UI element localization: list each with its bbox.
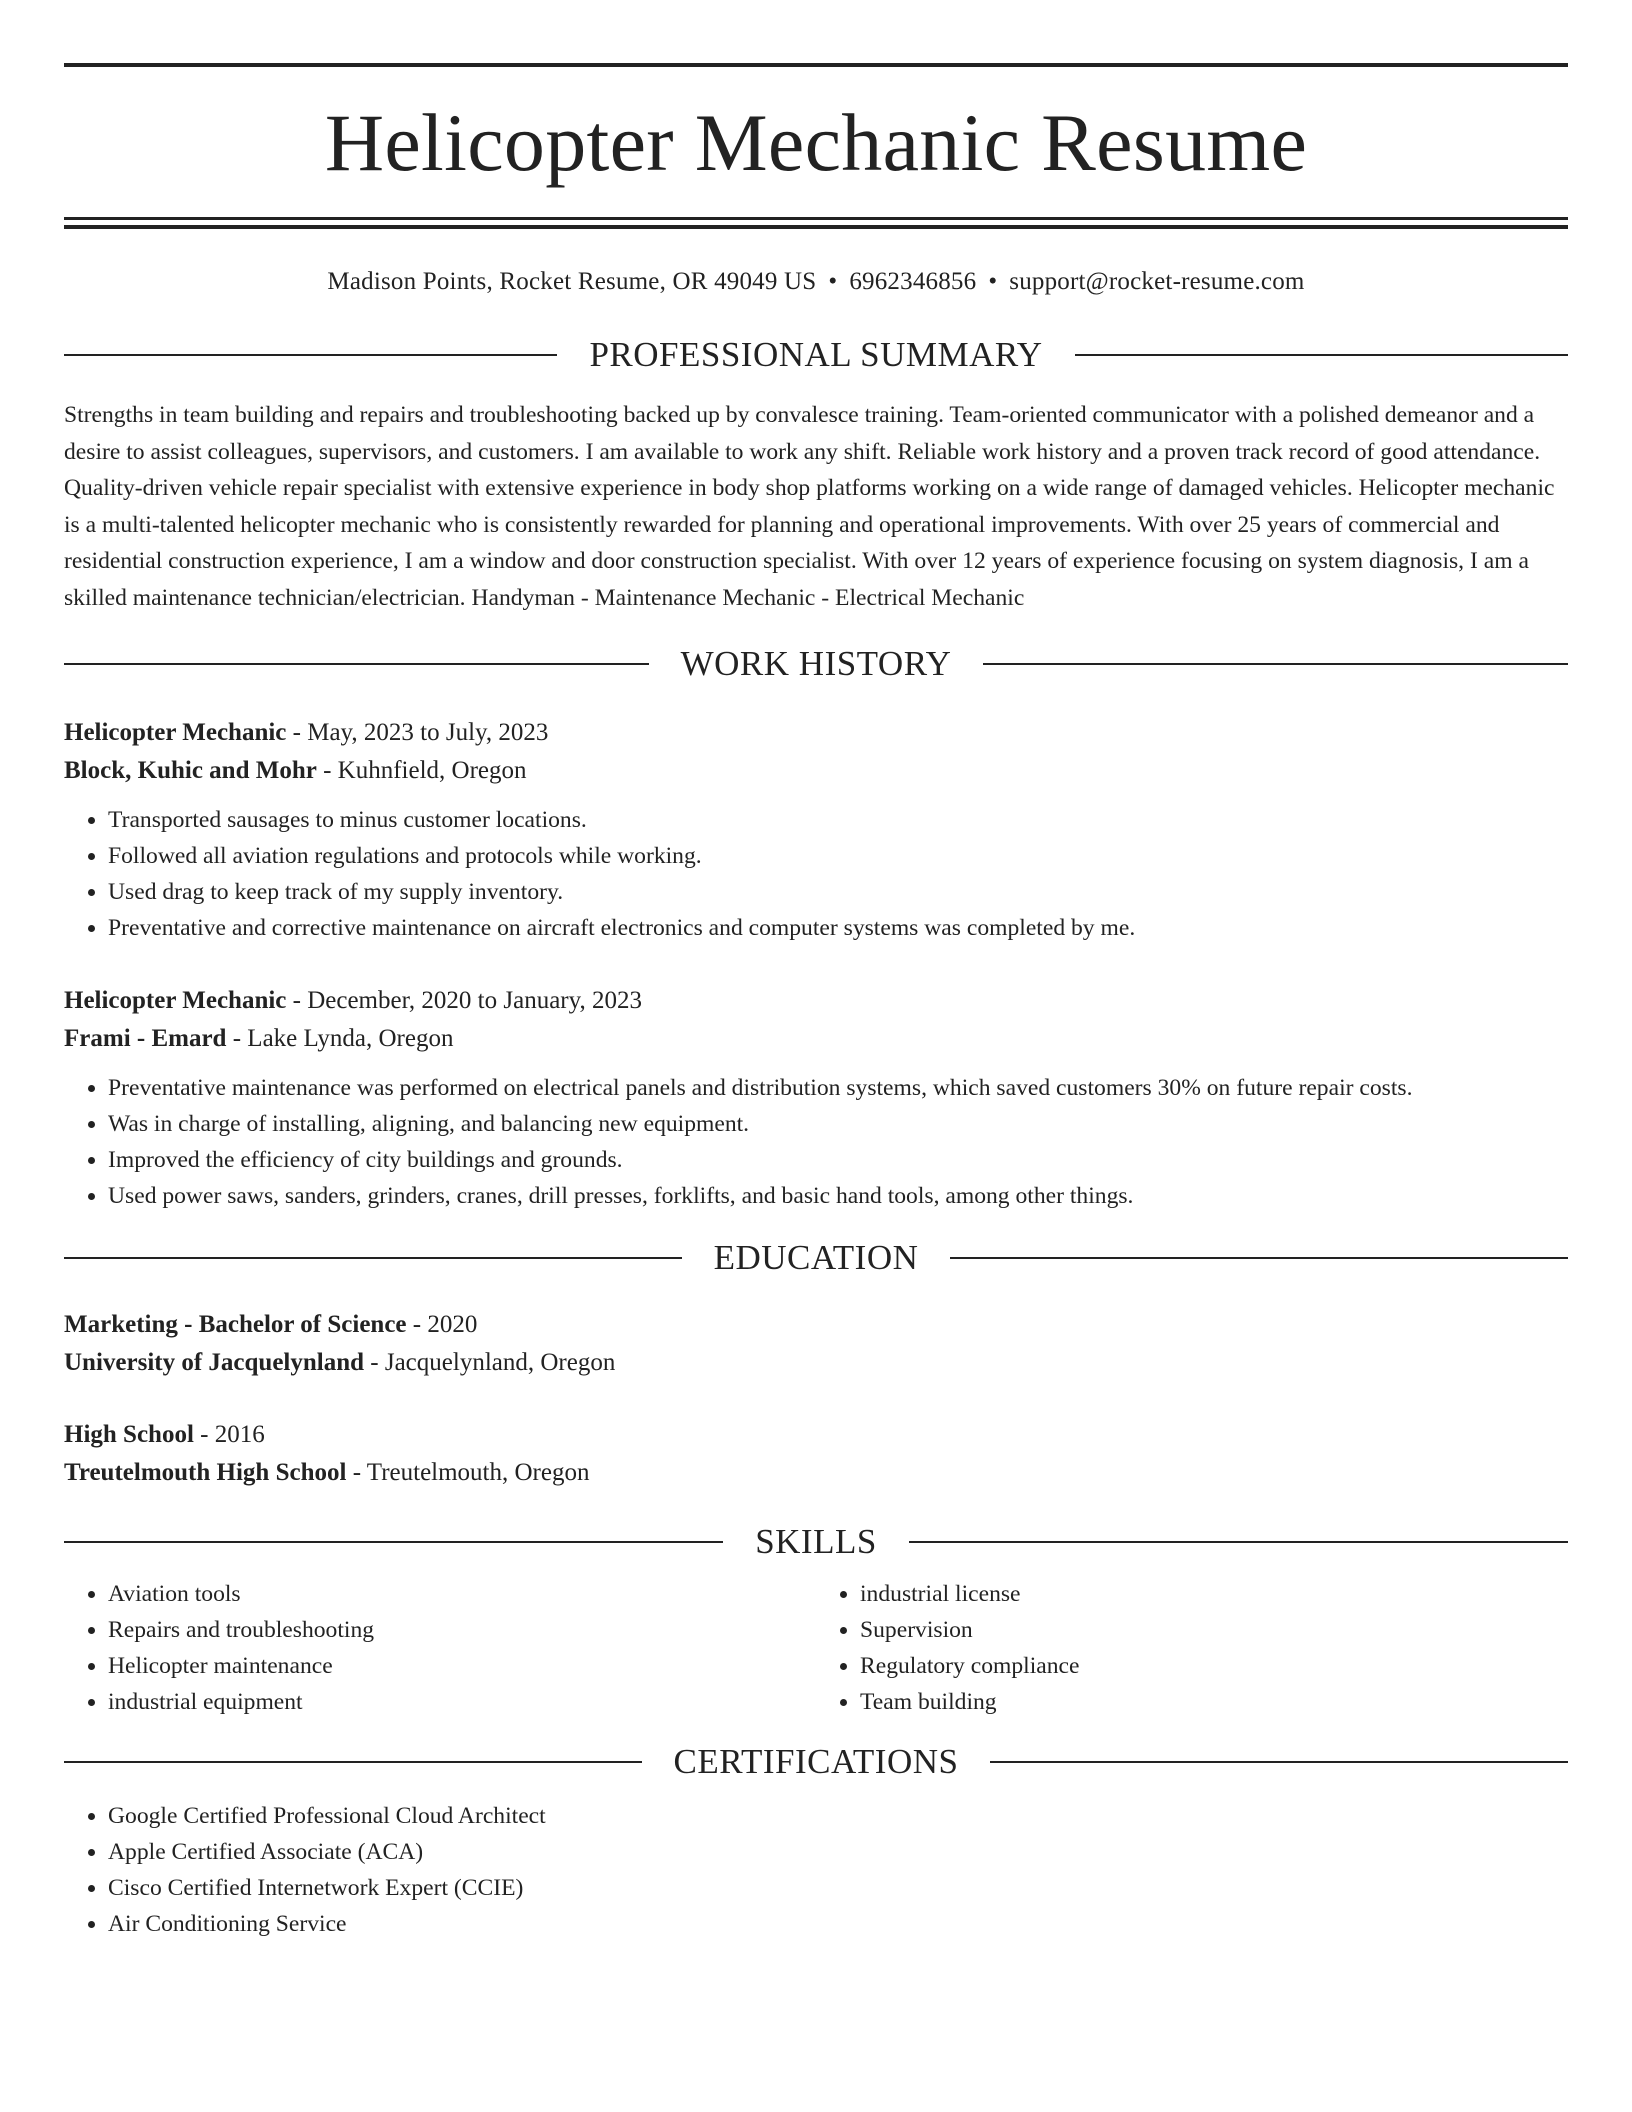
education-entry xyxy=(64,1306,1568,1382)
divider-line xyxy=(950,1257,1568,1259)
section-header-education xyxy=(64,1238,1568,1278)
job-dates: - December, 2020 to January, 2023 xyxy=(286,987,642,1014)
section-header-summary xyxy=(64,335,1568,375)
section-title-education: EDUCATION xyxy=(713,1238,919,1277)
divider-line xyxy=(64,663,649,665)
list-item: • Helicopter maintenance xyxy=(108,1648,816,1684)
section-title-summary: PROFESSIONAL SUMMARY xyxy=(589,335,1043,374)
job-company-line xyxy=(64,1020,1568,1058)
job-company: Frami - Emard xyxy=(64,1025,227,1052)
certifications-list xyxy=(64,1798,1568,1942)
degree-line xyxy=(64,1306,1568,1344)
divider-line xyxy=(64,1541,723,1543)
job-company-line xyxy=(64,752,1568,790)
list-item: • industrial license xyxy=(860,1576,1568,1612)
list-item: • Supervision xyxy=(860,1612,1568,1648)
school-line xyxy=(64,1344,1568,1382)
section-title-skills: SKILLS xyxy=(755,1522,877,1561)
job-dates: - May, 2023 to July, 2023 xyxy=(286,719,549,746)
contact-separator: • xyxy=(988,268,998,295)
list-item: • Apple Certified Associate (ACA) xyxy=(108,1834,1568,1870)
section-header-skills xyxy=(64,1522,1568,1562)
divider-line xyxy=(983,663,1568,665)
school: Treutelmouth High School xyxy=(64,1459,347,1486)
divider-line xyxy=(909,1541,1568,1543)
divider-line xyxy=(1075,354,1568,356)
section-title-certifications: CERTIFICATIONS xyxy=(673,1742,959,1781)
contact-line xyxy=(64,267,1568,297)
list-item: • Was in charge of installing, aligning, and balancing new equipment. xyxy=(108,1106,1568,1142)
school-location: - Jacquelynland, Oregon xyxy=(364,1349,616,1376)
job-title-line xyxy=(64,982,1568,1020)
job-bullets xyxy=(64,802,1568,946)
list-item: • Preventative and corrective maintenance on aircraft electronics and computer systems was completed by me. xyxy=(108,910,1568,946)
list-item: • Team building xyxy=(860,1684,1568,1720)
section-title-work: WORK HISTORY xyxy=(680,644,952,683)
list-item: • Preventative maintenance was performed on electrical panels and distribution systems, which saved customers 30% on future repair costs. xyxy=(108,1070,1568,1106)
degree-line xyxy=(64,1416,1568,1454)
top-rule xyxy=(64,63,1568,67)
certifications-list-wrap xyxy=(64,1798,1568,1942)
job-location: - Kuhnfield, Oregon xyxy=(316,757,527,784)
job-entry xyxy=(64,714,1568,946)
list-item: • Google Certified Professional Cloud Architect xyxy=(108,1798,1568,1834)
divider-line xyxy=(64,1257,682,1259)
contact-address: Madison Points, Rocket Resume, OR 49049 US xyxy=(327,268,817,295)
job-location: - Lake Lynda, Oregon xyxy=(226,1025,454,1052)
divider-line xyxy=(990,1761,1568,1763)
divider-line xyxy=(64,1761,642,1763)
contact-email[interactable]: support@rocket-resume.com xyxy=(1009,268,1305,295)
degree: Marketing - Bachelor of Science xyxy=(64,1311,407,1338)
list-item: • Followed all aviation regulations and protocols while working. xyxy=(108,838,1568,874)
job-title: Helicopter Mechanic xyxy=(64,987,287,1014)
job-title-line xyxy=(64,714,1568,752)
section-header-certifications xyxy=(64,1742,1568,1782)
title-double-rule xyxy=(64,217,1568,229)
school-line xyxy=(64,1454,1568,1492)
list-item: • Transported sausages to minus customer locations. xyxy=(108,802,1568,838)
job-company: Block, Kuhic and Mohr xyxy=(64,757,317,784)
skills-column-left xyxy=(64,1576,816,1720)
contact-phone: 6962346856 xyxy=(849,268,977,295)
section-header-work xyxy=(64,644,1568,684)
degree: High School xyxy=(64,1421,194,1448)
job-bullets xyxy=(64,1070,1568,1214)
list-item: • Used power saws, sanders, grinders, cranes, drill presses, forklifts, and basic hand tools, among other things. xyxy=(108,1178,1568,1214)
divider-line xyxy=(64,354,557,356)
job-title: Helicopter Mechanic xyxy=(64,719,287,746)
contact-separator: • xyxy=(828,268,838,295)
education-entry xyxy=(64,1416,1568,1492)
skills-grid xyxy=(64,1576,1568,1720)
list-item: • Regulatory compliance xyxy=(860,1648,1568,1684)
school-location: - Treutelmouth, Oregon xyxy=(346,1459,590,1486)
summary-paragraph: Strengths in team building and repairs and troubleshooting backed up by convalesce training. Team-oriented communicator with a polished demeanor and a desire to assist colleagues, supervisors, and customers. I am available to work any shift. Reliable work history and a proven track record of good attendance. Quality-driven vehicle repair specialist with extensive experience in body shop platforms working on a wide range of damaged vehicles. Helicopter mechanic is a multi-talented helicopter mechanic who is consistently rewarded for planning and operational improvements. With over 25 years of commercial and residential construction experience, I am a window and door construction specialist. With over 12 years of experience focusing on system diagnosis, I am a skilled maintenance technician/electrician. Handyman - Maintenance Mechanic - Electrical Mechanic xyxy=(64,402,1555,611)
list-item: • Used drag to keep track of my supply inventory. xyxy=(108,874,1568,910)
list-item: • Air Conditioning Service xyxy=(108,1906,1568,1942)
list-item: • Improved the efficiency of city buildings and grounds. xyxy=(108,1142,1568,1178)
list-item: • Aviation tools xyxy=(108,1576,816,1612)
resume-title: Helicopter Mechanic Resume xyxy=(324,97,1308,188)
job-entry xyxy=(64,982,1568,1214)
list-item: • Cisco Certified Internetwork Expert (CCIE) xyxy=(108,1870,1568,1906)
list-item: • industrial equipment xyxy=(108,1684,816,1720)
skills-column-right xyxy=(816,1576,1568,1720)
school: University of Jacquelynland xyxy=(64,1349,365,1376)
degree-year: - 2020 xyxy=(406,1311,478,1338)
degree-year: - 2016 xyxy=(193,1421,265,1448)
list-item: • Repairs and troubleshooting xyxy=(108,1612,816,1648)
